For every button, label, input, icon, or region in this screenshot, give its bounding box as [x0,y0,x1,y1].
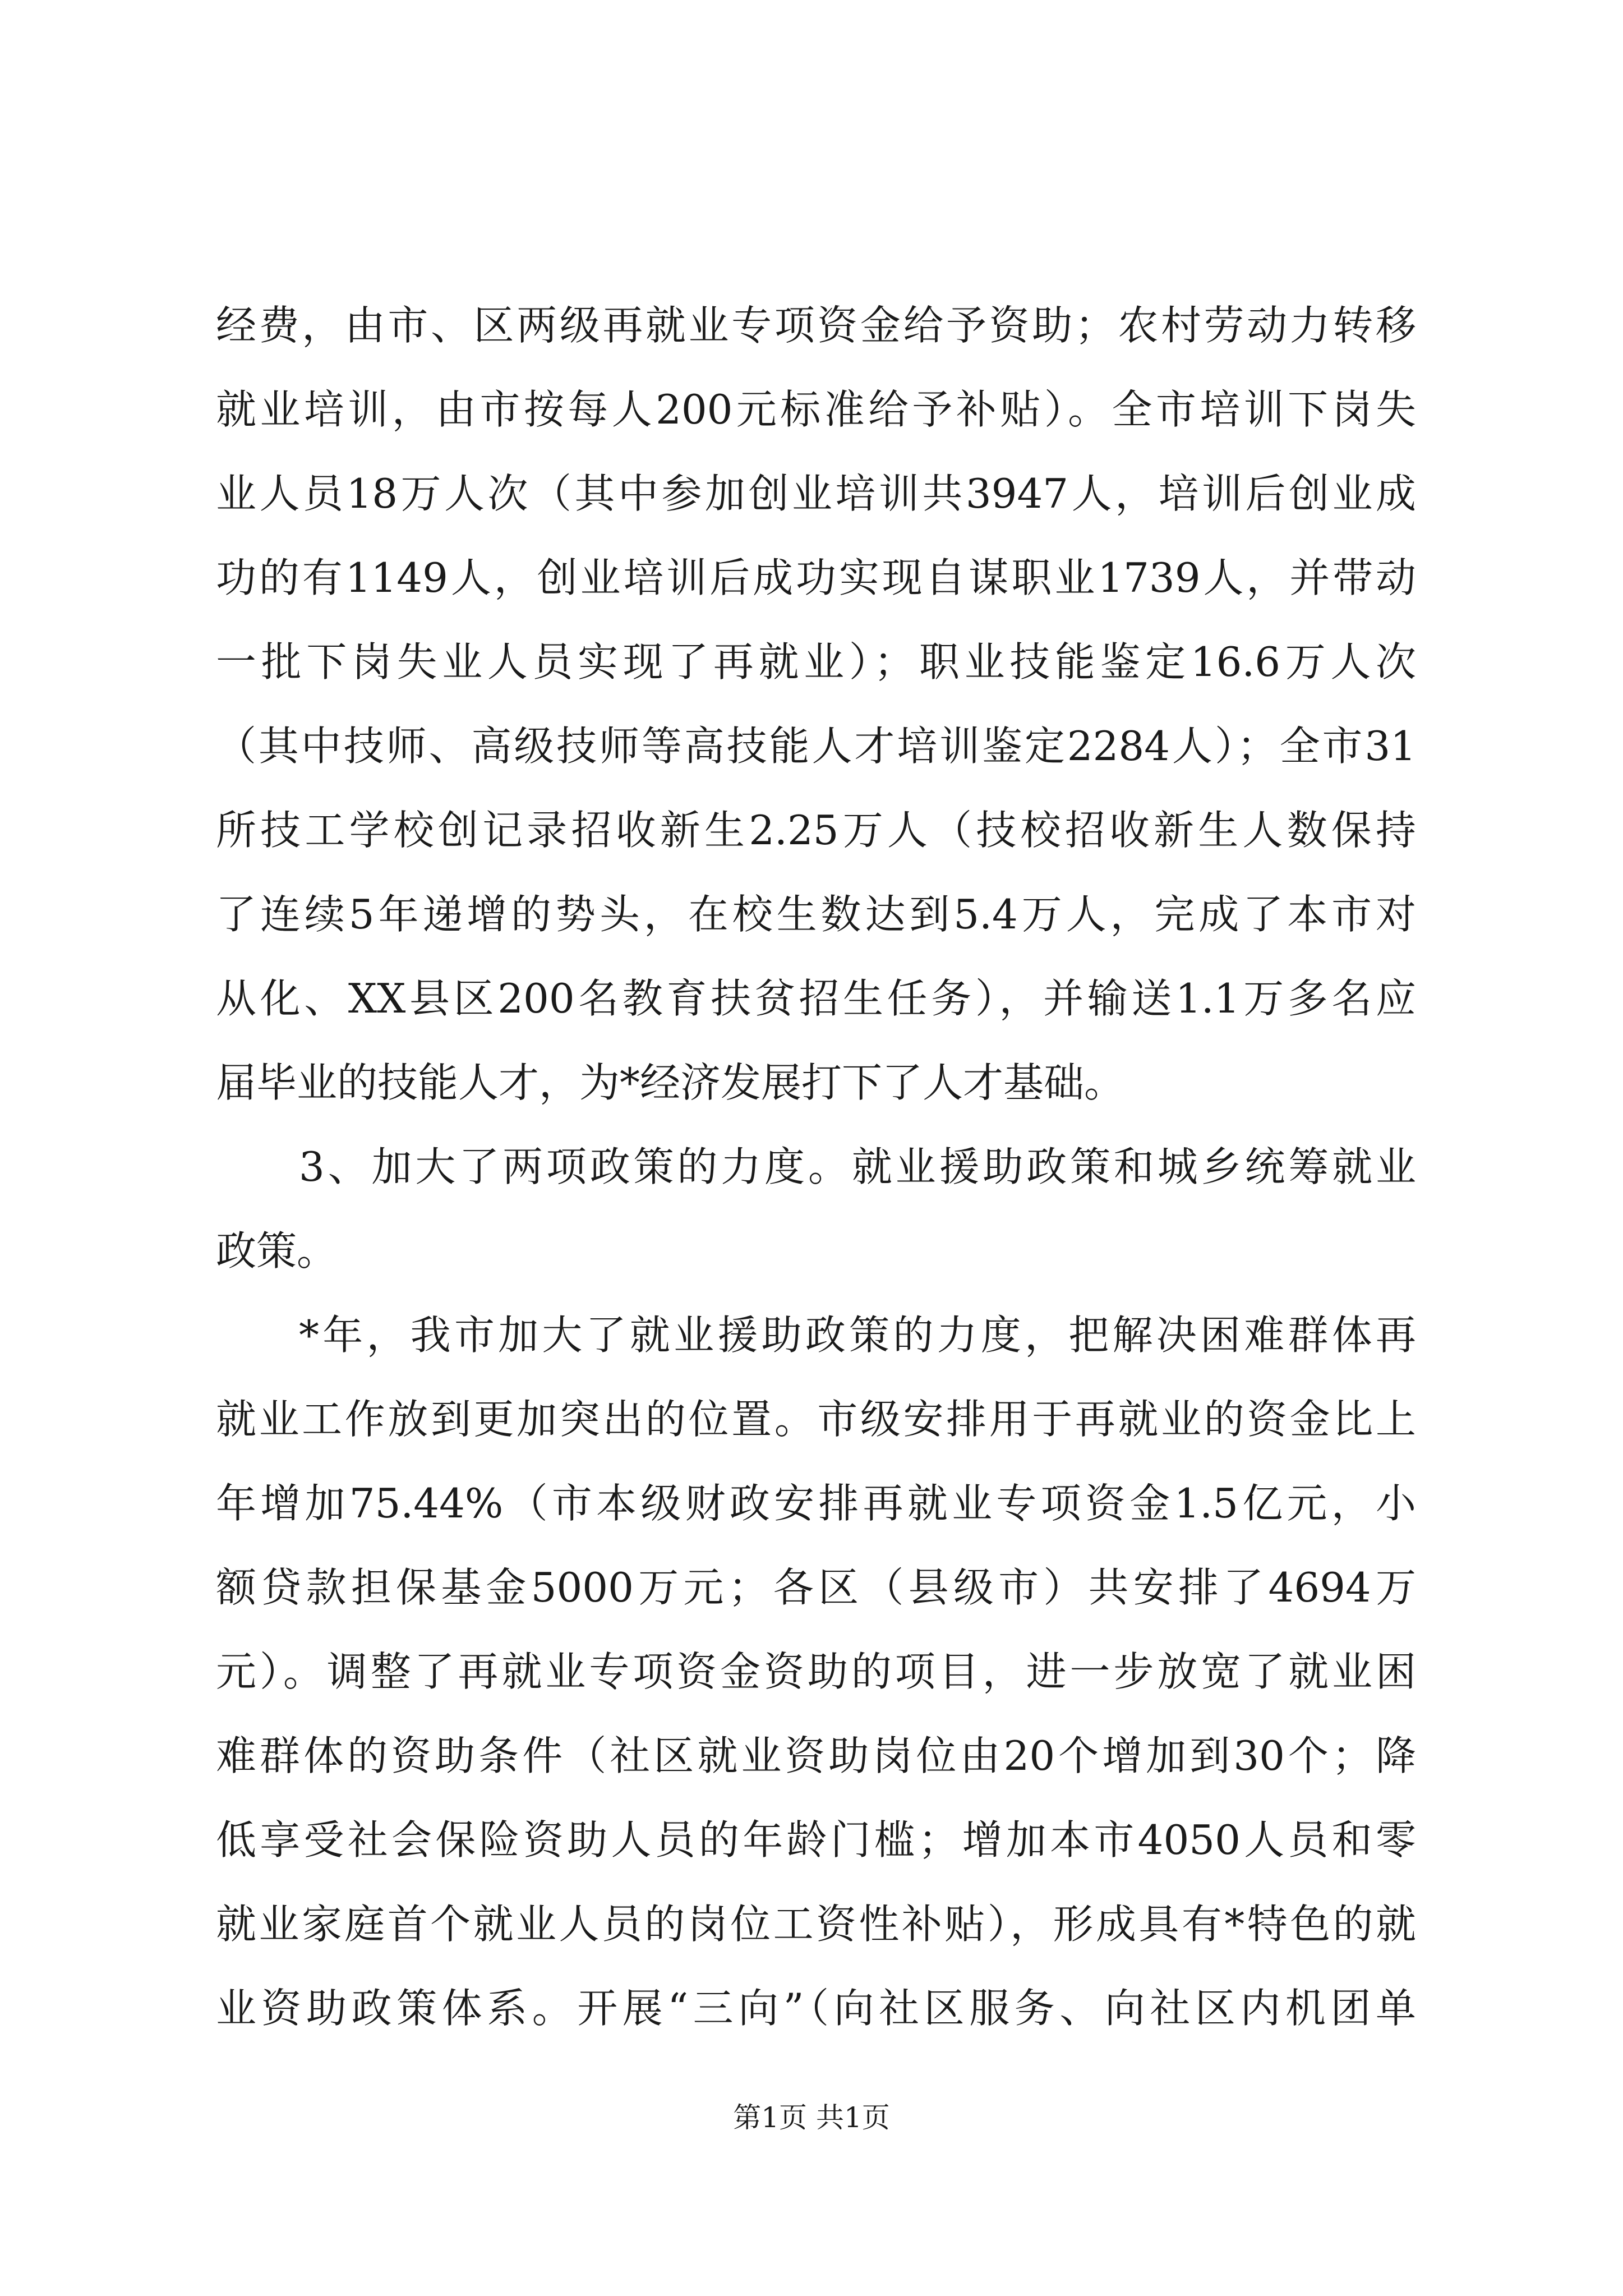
text-line: （其中技师、高级技师等高技能人才培训鉴定2284人）；全市31 [216,723,1416,770]
page-footer: 第1页 共1页 [733,2101,890,2134]
text-line: 就业家庭首个就业人员的岗位工资性补贴），形成具有*特色的就 [216,1901,1416,1948]
text-line: 功的有1149人，创业培训后成功实现自谋职业1739人，并带动 [216,554,1416,601]
paragraph-start-line: *年，我市加大了就业援助政策的力度，把解决困难群体再 [299,1312,1416,1359]
text-line: 政策。 [216,1227,338,1274]
text-line: 所技工学校创记录招收新生2.25万人（技校招收新生人数保持 [216,807,1416,854]
text-line: 业资助政策体系。开展“三向”（向社区服务、向社区内机团单 [216,1985,1416,2032]
text-line: 难群体的资助条件（社区就业资助岗位由20个增加到30个；降 [216,1732,1416,1779]
text-line: 一批下岗失业人员实现了再就业）；职业技能鉴定16.6万人次 [216,638,1416,685]
section-heading-line: 3、加大了两项政策的力度。就业援助政策和城乡统筹就业 [299,1143,1416,1190]
text-line: 从化、XX县区200名教育扶贫招生任务），并输送1.1万多名应 [216,975,1416,1022]
text-line: 业人员18万人次（其中参加创业培训共3947人，培训后创业成 [216,470,1416,517]
text-line: 低享受社会保险资助人员的年龄门槛；增加本市4050人员和零 [216,1816,1416,1864]
text-line: 届毕业的技能人才，为*经济发展打下了人才基础。 [216,1059,1125,1106]
text-line: 年增加75.44%（市本级财政安排再就业专项资金1.5亿元，小 [216,1480,1416,1527]
body-text [216,283,1416,2050]
text-line: 额贷款担保基金5000万元；各区（县级市）共安排了4694万 [216,1564,1416,1611]
text-line: 元）。调整了再就业专项资金资助的项目，进一步放宽了就业困 [216,1648,1416,1695]
text-line: 就业培训，由市按每人200元标准给予补贴）。全市培训下岗失 [216,386,1416,433]
text-line: 就业工作放到更加突出的位置。市级安排用于再就业的资金比上 [216,1396,1416,1443]
text-line: 经费，由市、区两级再就业专项资金给予资助；农村劳动力转移 [216,302,1416,349]
text-line: 了连续5年递增的势头，在校生数达到5.4万人，完成了本市对 [216,891,1416,938]
